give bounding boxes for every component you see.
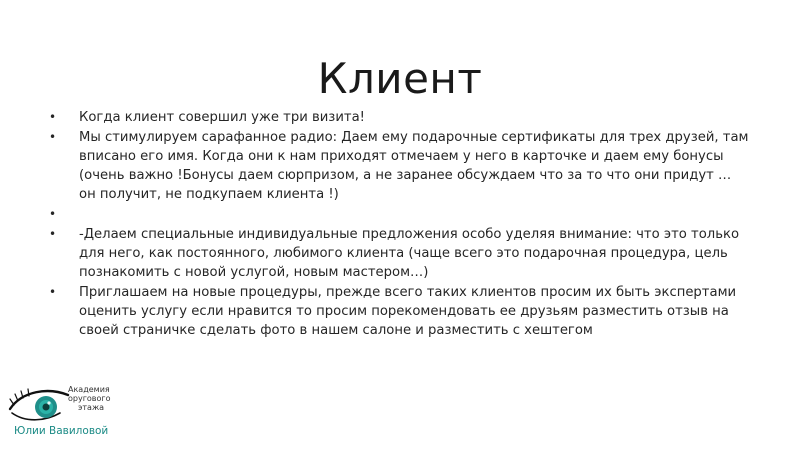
bullet-dot-icon: • bbox=[49, 130, 57, 144]
academy-logo bbox=[8, 383, 120, 441]
bullet-dot-icon: • bbox=[49, 110, 57, 124]
logo-line: Академия bbox=[68, 385, 110, 394]
logo-line: этажа bbox=[78, 403, 105, 412]
logo-caption bbox=[68, 385, 111, 412]
bullet-dot-icon: • bbox=[49, 227, 57, 241]
bullet-text: -Делаем специальные индивидуальные предложения особо уделяя внимание: что это только для него, как постоянного, любимого клиента (чаще всего это подарочная процедура, цель познакомить с новой услугой, новым мастером…) bbox=[79, 227, 740, 280]
bullet-item bbox=[49, 283, 749, 340]
bullet-text: Мы стимулируем сарафанное радио: Даем ему подарочные сертификаты для трех друзей, там вписано его имя. Когда они к нам приходят отмечаем у него в карточке и даем ему бонусы (очень важно !Бонусы даем сюрпризом, а не заранее обсуждаем что за то что они придут … он получит, не подкупаем клиента !) bbox=[79, 130, 749, 202]
logo-line: оругового bbox=[68, 394, 111, 403]
bullet-text: Приглашаем на новые процедуры, прежде всего таких клиентов просим их быть экспертами оценить услугу если нравится то просим порекомендовать ее друзьям разместить отзыв на своей страничке сделать фото в нашем салоне и разместить с хештегом bbox=[79, 285, 737, 338]
bullet-item bbox=[49, 108, 749, 127]
bullet-dot-icon: • bbox=[49, 207, 57, 221]
bullet-item bbox=[49, 205, 749, 224]
slide-title: Клиент bbox=[317, 54, 483, 104]
eye-logo-icon bbox=[8, 383, 72, 427]
logo-name: Юлии Вавиловой bbox=[14, 425, 109, 437]
bullet-text: Когда клиент совершил уже три визита! bbox=[79, 110, 365, 125]
bullet-list bbox=[49, 108, 749, 341]
bullet-dot-icon: • bbox=[49, 285, 57, 299]
bullet-item bbox=[49, 128, 749, 204]
bullet-item bbox=[49, 225, 749, 282]
